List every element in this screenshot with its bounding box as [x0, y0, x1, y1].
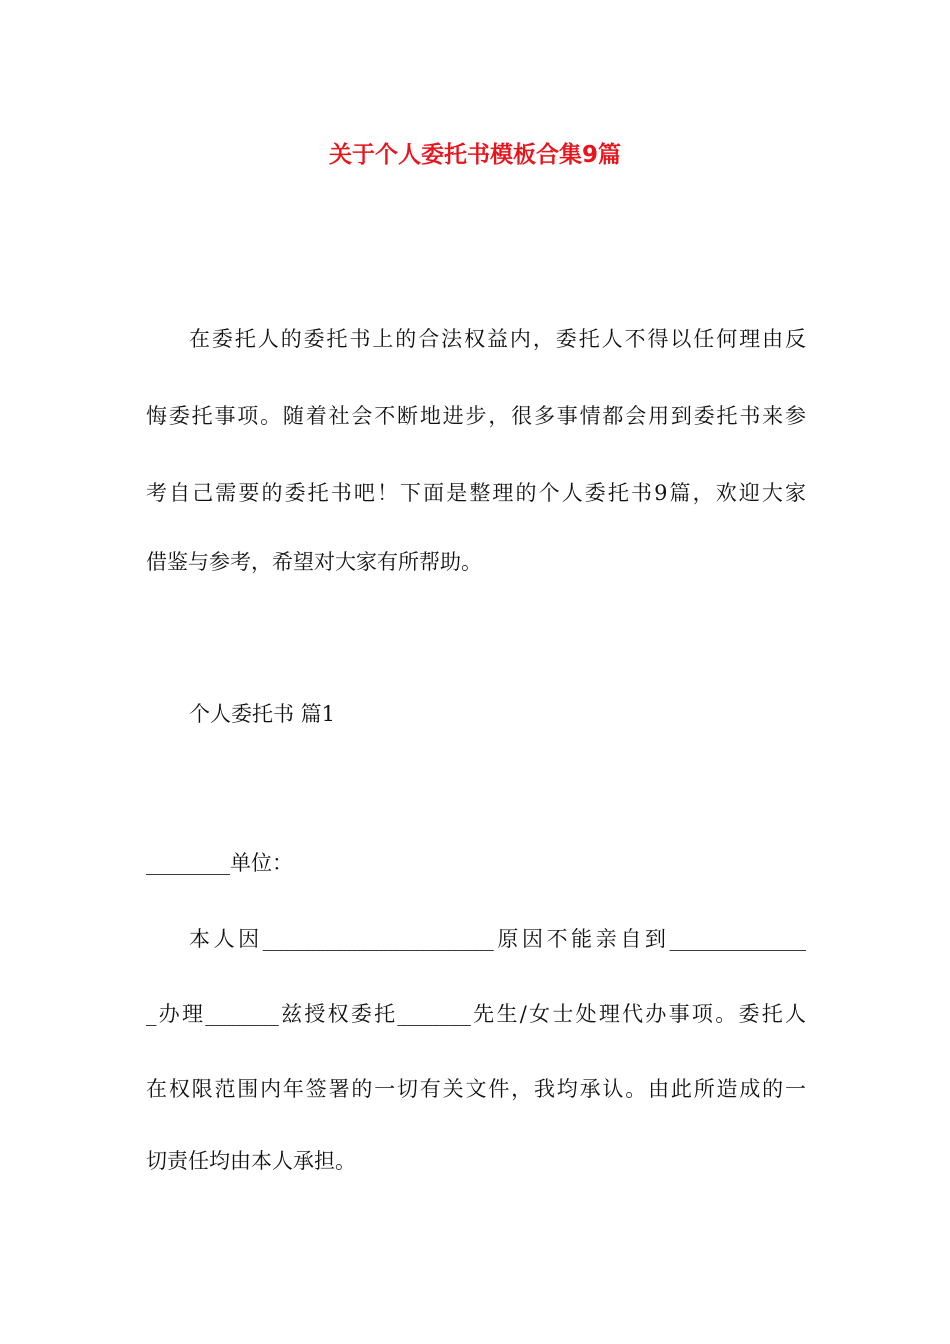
body-line-1: 本人因______________________原因不能亲自到_____________ — [189, 927, 806, 951]
intro-line-1: 在委托人的委托书上的合法权益内，委托人不得以任何理由反 — [189, 327, 806, 351]
body-line-3: 在权限范围内年签署的一切有关文件，我均承认。由此所造成的一 — [146, 1077, 806, 1101]
body-line-2: _办理_______兹授权委托_______先生/女士处理代办事项。委托人 — [146, 1002, 806, 1026]
section-heading: 个人委托书 篇1 — [189, 702, 336, 726]
intro-line-4: 借鉴与参考，希望对大家有所帮助。 — [146, 550, 482, 574]
body-line-4: 切责任均由本人承担。 — [146, 1149, 356, 1173]
unit-line: ________单位： — [146, 851, 293, 875]
intro-line-2: 悔委托事项。随着社会不断地进步，很多事情都会用到委托书来参 — [146, 404, 806, 428]
intro-line-3: 考自己需要的委托书吧！下面是整理的个人委托书9篇，欢迎大家 — [146, 481, 806, 505]
page-title: 关于个人委托书模板合集9篇 — [328, 142, 621, 168]
